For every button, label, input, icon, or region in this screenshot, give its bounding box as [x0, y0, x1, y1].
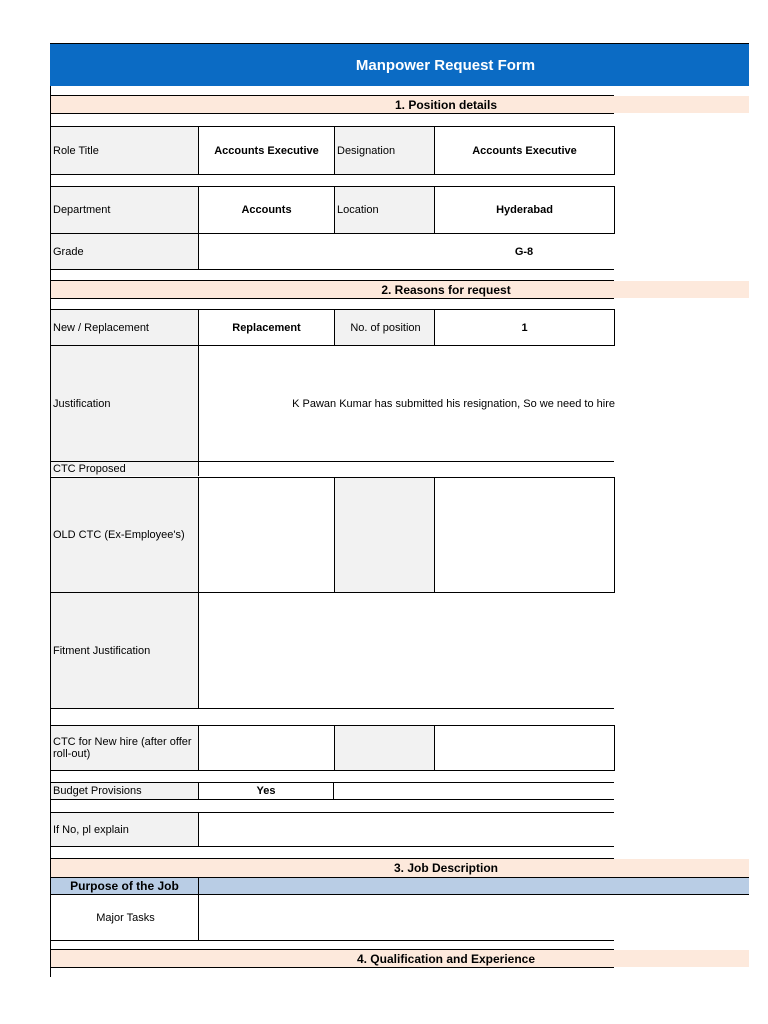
ctc-new-hire-label: CTC for New hire (after offer roll-out) [51, 726, 198, 770]
department-value[interactable]: Accounts [199, 187, 334, 233]
grade-value[interactable]: G-8 [514, 245, 534, 258]
replacement-row [50, 309, 615, 346]
budget-label: Budget Provisions [51, 783, 198, 799]
old-ctc-row [50, 477, 615, 593]
budget-value[interactable]: Yes [256, 785, 276, 797]
section-title: 3. Job Description [393, 861, 499, 875]
department-label: Department [51, 187, 198, 233]
if-no-value[interactable] [199, 813, 614, 846]
designation-label: Designation [335, 127, 434, 174]
section-title: 4. Qualification and Experience [356, 951, 536, 966]
section-reasons [51, 281, 749, 298]
role-row [50, 126, 615, 175]
positions-value[interactable]: 1 [521, 321, 528, 334]
fitment-value[interactable] [199, 593, 614, 708]
old-ctc-cell-3[interactable] [435, 478, 614, 592]
if-no-label: If No, pl explain [51, 813, 198, 846]
positions-label: No. of position [335, 310, 434, 345]
section-qualification [51, 950, 749, 967]
purpose-label: Purpose of the Job [70, 879, 179, 893]
location-value[interactable]: Hyderabad [435, 187, 614, 233]
justification-label: Justification [51, 346, 198, 461]
new-replacement-label: New / Replacement [51, 310, 198, 345]
old-ctc-label: OLD CTC (Ex-Employee's) [51, 478, 198, 592]
new-replacement-value[interactable]: Replacement [232, 321, 301, 334]
major-tasks-value[interactable] [199, 895, 614, 940]
section-job-description [51, 859, 749, 877]
form-title-bar [50, 43, 749, 86]
major-tasks-label: Major Tasks [51, 895, 198, 940]
form-title: Manpower Request Form [355, 56, 536, 74]
location-label: Location [335, 187, 434, 233]
section-title: 2. Reasons for request [381, 282, 511, 297]
old-ctc-cell-2[interactable] [335, 478, 434, 592]
department-row [50, 186, 615, 234]
fitment-label: Fitment Justification [51, 593, 198, 708]
grade-label: Grade [51, 234, 198, 269]
section-title: 1. Position details [394, 97, 498, 112]
justification-value[interactable]: K Pawan Kumar has submitted his resignation, So we need to hire [292, 397, 615, 410]
role-title-value[interactable]: Accounts Executive [199, 127, 334, 174]
section-position-details [51, 96, 749, 113]
ctc-new-hire-cell-2[interactable] [335, 726, 434, 770]
ctc-proposed-label: CTC Proposed [51, 462, 198, 476]
role-title-label: Role Title [51, 127, 198, 174]
ctc-new-hire-cell-1[interactable] [199, 726, 334, 770]
ctc-new-hire-row [50, 725, 615, 771]
ctc-new-hire-cell-3[interactable] [435, 726, 614, 770]
purpose-band [51, 877, 749, 895]
old-ctc-cell-1[interactable] [199, 478, 334, 592]
designation-value[interactable]: Accounts Executive [435, 127, 614, 174]
